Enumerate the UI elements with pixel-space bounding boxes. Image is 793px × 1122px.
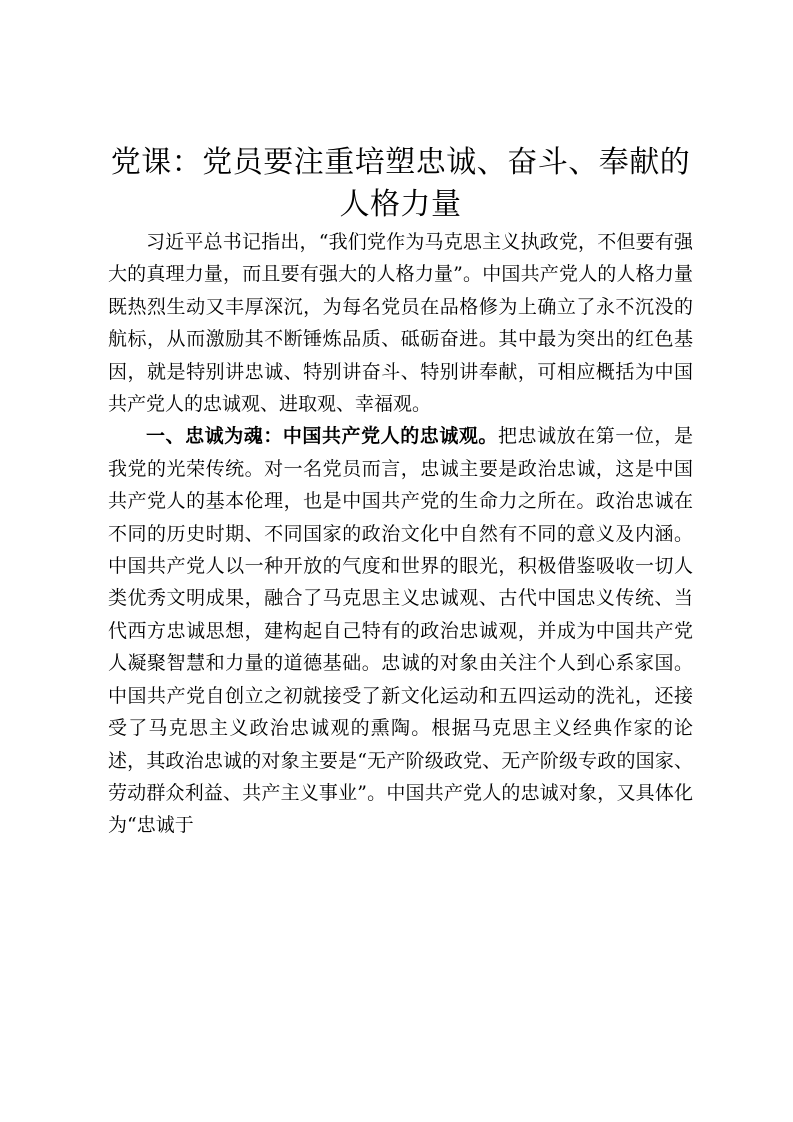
section-one-text: 把忠诚放在第一位，是我党的光荣传统。对一名党员而言，忠诚主要是政治忠诚，这是中国共产党人的基本伦理，也是中国共产党的生命力之所在。政治忠诚在不同的历史时期、不同国家的政治文化中自然有不同的意义及内涵。中国共产党人以一种开放的气度和世界的眼光，积极借鉴吸收一切人类优秀文明成果，融合了马克思主义忠诚观、古代中国忠义传统、当代西方忠诚思想，建构起自己特有的政治忠诚观，并成为中国共产党人凝聚智慧和力量的道德基础。忠诚的对象由关注个人到心系家国。中国共产党自创立之初就接受了新文化运动和五四运动的洗礼，还接受了马克思主义政治忠诚观的熏陶。根据马克思主义经典作家的论述，其政治忠诚的对象主要是“无产阶级政党、无产阶级专政的国家、劳动群众利益、共产主义事业”。中国共产党人的忠诚对象，又具体化为“忠诚于: [108, 425, 693, 837]
intro-paragraph: 习近平总书记指出，“我们党作为马克思主义执政党，不但要有强大的真理力量，而且要有强大的人格力量”。中国共产党人的人格力量既热烈生动又丰厚深沉，为每名党员在品格修为上确立了永不沉没的航标，从而激励其不断锤炼品质、砥砺奋进。其中最为突出的红色基因，就是特别讲忠诚、特别讲奋斗、特别讲奉献，可相应概括为中国共产党人的忠诚观、进取观、幸福观。: [108, 231, 693, 416]
document-title: 党课：党员要注重培塑忠诚、奋斗、奉献的人格力量: [110, 145, 691, 222]
document-page: [108, 142, 693, 842]
section-one-heading: 一、忠诚为魂：中国共产党人的忠诚观。: [146, 425, 498, 448]
section-one-paragraph: [108, 420, 693, 841]
